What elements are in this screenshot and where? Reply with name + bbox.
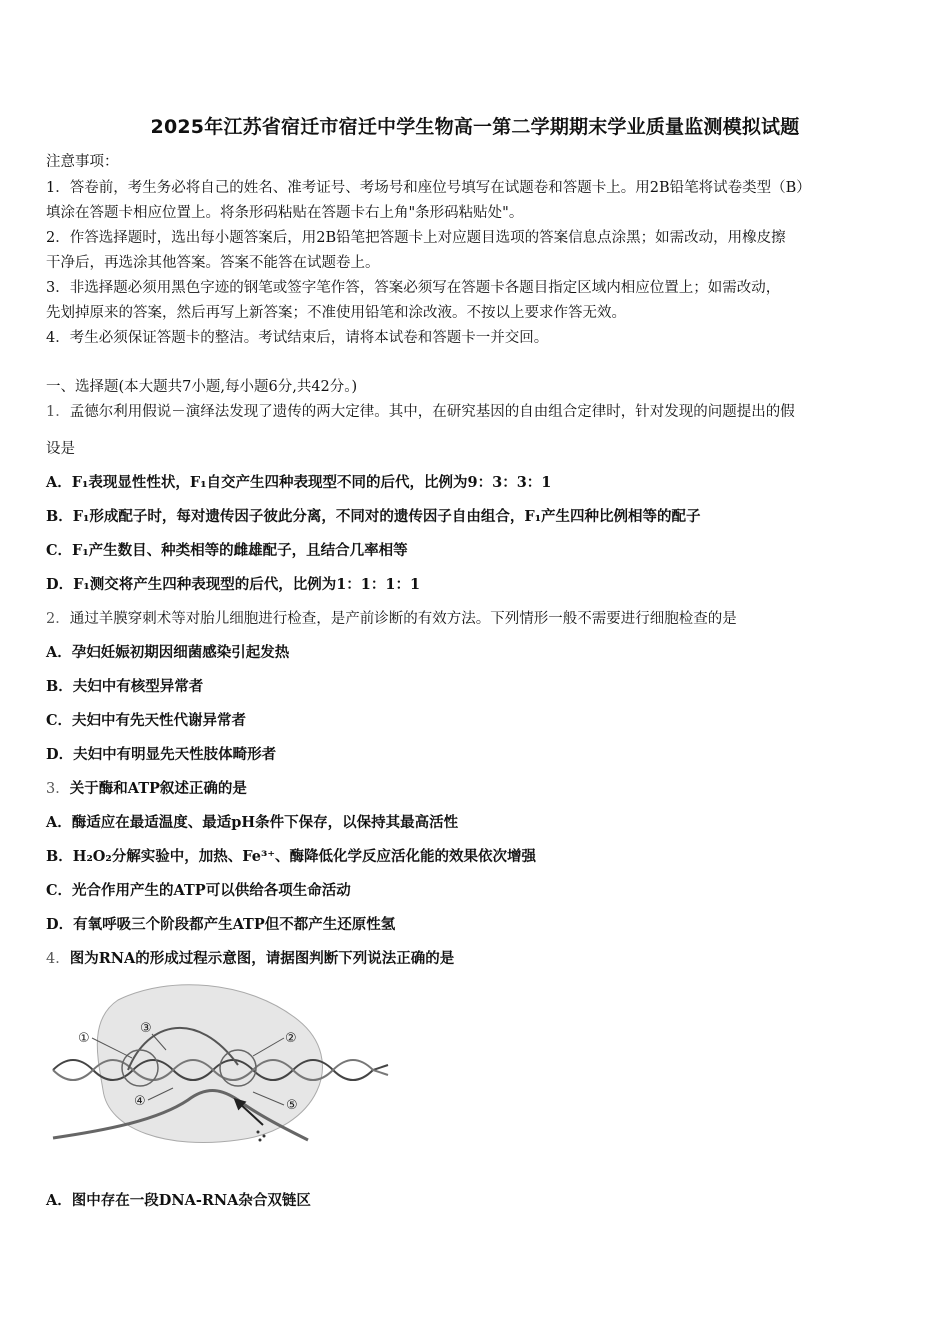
label-3: ③ [140, 1021, 152, 1036]
q2-option-a: A．孕妇妊娠初期因细菌感染引起发热 [46, 644, 290, 661]
q1-option-b: B．F₁形成配子时，每对遗传因子彼此分离，不同对的遗传因子自由组合，F₁产生四种比例相等的配子 [46, 508, 701, 525]
note-line: 干净后，再选涂其他答案。答案不能答在试题卷上。 [46, 255, 380, 271]
q3-option-d: D．有氧呼吸三个阶段都产生ATP但不都产生还原性氢 [46, 916, 396, 933]
question-text: 图为RNA的形成过程示意图，请据图判断下列说法正确的是 [69, 950, 455, 967]
question-3-stem [46, 779, 247, 799]
question-number: 4． [46, 951, 70, 967]
note-line: 2．作答选择题时，选出每小题答案后，用2B铅笔把答题卡上对应题目选项的答案信息点涂黑；如需改动，用橡皮擦 [46, 230, 786, 246]
q1-option-a: A．F₁表现显性性状，F₁自交产生四种表现型不同的后代，比例为9：3：3：1 [46, 474, 552, 491]
q3-option-c: C．光合作用产生的ATP可以供给各项生命活动 [46, 882, 351, 899]
note-line: 填涂在答题卡相应位置上。将条形码粘贴在答题卡右上角"条形码粘贴处"。 [46, 205, 524, 221]
question-text: 关于酶和ATP叙述正确的是 [69, 780, 247, 797]
question-4-stem [46, 949, 454, 969]
notes-heading: 注意事项： [46, 154, 119, 170]
note-line: 1．答卷前，考生务必将自己的姓名、准考证号、考场号和座位号填写在试题卷和答题卡上。用2B铅笔将试卷类型（B） [46, 180, 811, 196]
note-line: 4．考生必须保证答题卡的整洁。考试结束后，请将本试卷和答题卡一并交回。 [46, 330, 549, 346]
note-line: 先划掉原来的答案，然后再写上新答案；不准使用铅笔和涂改液。不按以上要求作答无效。 [46, 305, 626, 321]
question-2-stem [46, 609, 737, 629]
label-1: ① [78, 1031, 90, 1046]
q3-option-b: B．H₂O₂分解实验中，加热、Fe³⁺、酶降低化学反应活化能的效果依次增强 [46, 848, 537, 865]
q4-option-a: A．图中存在一段DNA-RNA杂合双链区 [46, 1192, 311, 1209]
label-4: ④ [134, 1094, 146, 1109]
question-number: 1． [46, 404, 70, 420]
question-1-stem [46, 402, 795, 422]
q2-option-c: C．夫妇中有先天性代谢异常者 [46, 712, 247, 729]
q1-option-d: D．F₁测交将产生四种表现型的后代，比例为1：1：1：1 [46, 576, 421, 593]
question-text: 通过羊膜穿刺术等对胎儿细胞进行检查，是产前诊断的有效方法。下列情形一般不需要进行细胞检查的是 [69, 611, 737, 627]
question-number: 2． [46, 611, 70, 627]
section-heading: 一、选择题(本大题共7小题,每小题6分,共42分。) [46, 379, 358, 395]
question-1-stem-cont: 设是 [46, 441, 75, 457]
question-number: 3． [46, 781, 70, 797]
question-text: 孟德尔利用假说－演绎法发现了遗传的两大定律。其中，在研究基因的自由组合定律时，针对发现的问题提出的假 [69, 404, 795, 420]
label-2: ② [285, 1031, 297, 1046]
q1-option-c: C．F₁产生数目、种类相等的雌雄配子，且结合几率相等 [46, 542, 408, 559]
rna-transcription-diagram [48, 980, 393, 1150]
q3-option-a: A．酶适应在最适温度、最适pH条件下保存，以保持其最高活性 [46, 814, 459, 831]
note-line: 3．非选择题必须用黑色字迹的钢笔或签字笔作答，答案必须写在答题卡各题目指定区域内相应位置上；如需改动， [46, 280, 781, 296]
label-5: ⑤ [286, 1098, 298, 1113]
q2-option-d: D．夫妇中有明显先天性肢体畸形者 [46, 746, 277, 763]
q2-option-b: B．夫妇中有核型异常者 [46, 678, 204, 695]
page-title: 2025年江苏省宿迁市宿迁中学生物高一第二学期期末学业质量监测模拟试题 [150, 116, 800, 138]
